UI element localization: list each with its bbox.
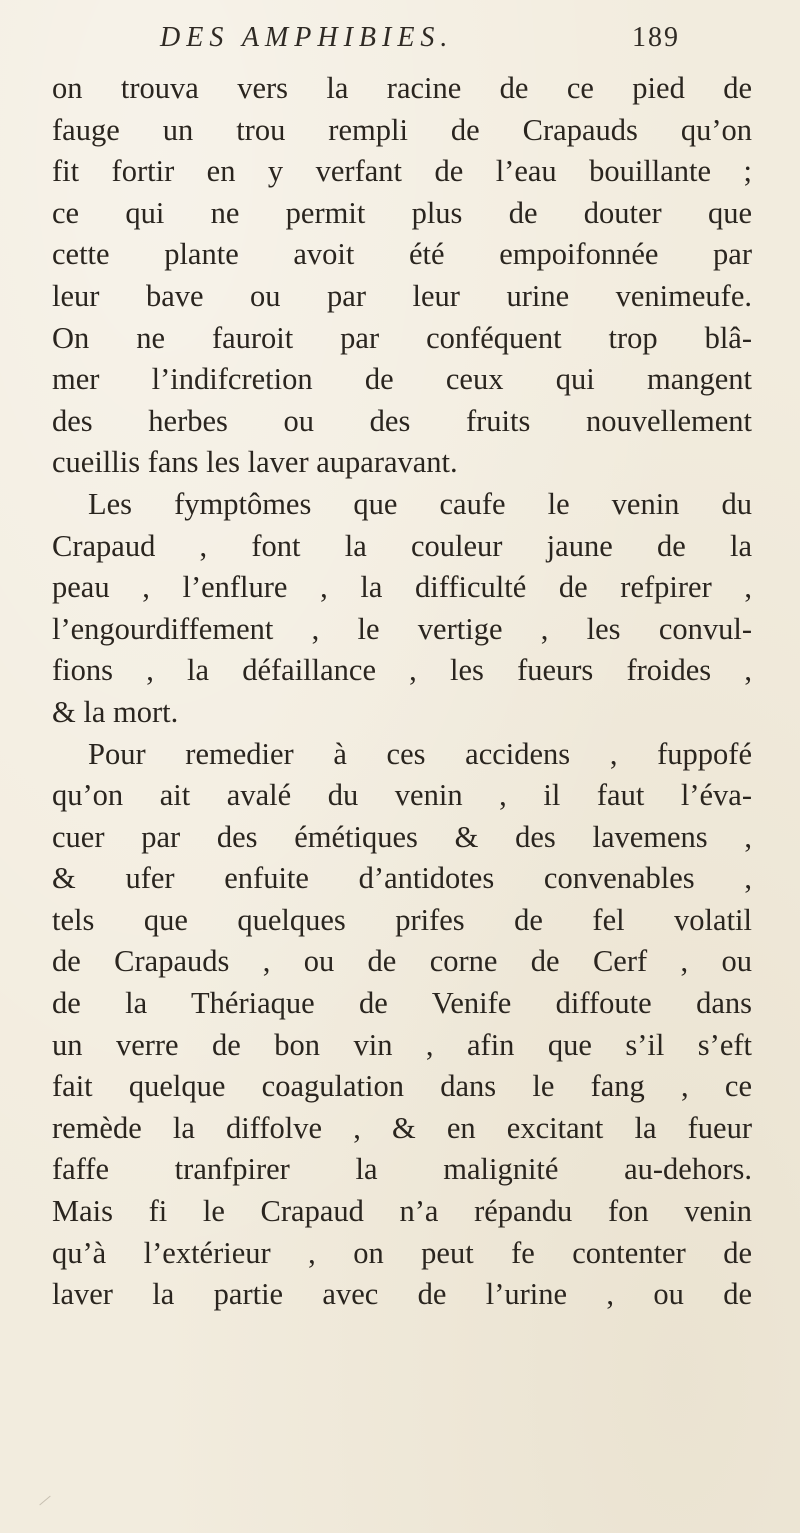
text-line: leur bave ou par leur urine venimeufe. bbox=[52, 278, 752, 313]
text-line: On ne fauroit par conféquent trop blâ- bbox=[52, 320, 752, 355]
text-line: laver la partie avec de l’urine , ou de bbox=[52, 1277, 752, 1312]
text-line: Les fymptômes que caufe le venin du bbox=[88, 486, 752, 521]
text-line: remède la diffolve , & en excitant la fueur bbox=[52, 1110, 752, 1145]
body-text bbox=[52, 68, 752, 1316]
text-line: l’engourdiffement , le vertige , les convul- bbox=[52, 611, 752, 646]
text-line: des herbes ou des fruits nouvellement bbox=[52, 403, 752, 438]
text-line: cette plante avoit été empoifonnée par bbox=[52, 237, 752, 272]
text-line: fait quelque coagulation dans le fang , ce bbox=[52, 1069, 752, 1104]
text-line: fit fortir en y verfant de l’eau bouillante ; bbox=[52, 154, 752, 189]
text-line: tels que quelques prifes de fel volatil bbox=[52, 902, 752, 937]
text-line: ce qui ne permit plus de douter que bbox=[52, 195, 752, 230]
text-line: cuer par des émétiques & des lavemens , bbox=[52, 819, 752, 854]
text-line: de Crapauds , ou de corne de Cerf , ou bbox=[52, 944, 752, 979]
text-line: qu’à l’extérieur , on peut fe contenter de bbox=[52, 1235, 752, 1270]
text-line: Crapaud , font la couleur jaune de la bbox=[52, 528, 752, 563]
paper-mark bbox=[39, 1496, 50, 1506]
text-line: peau , l’enflure , la difficulté de refpirer , bbox=[52, 570, 752, 605]
text-line: mer l’indifcretion de ceux qui mangent bbox=[52, 362, 752, 397]
page-number: 189 bbox=[632, 22, 680, 53]
text-line: cueillis fans les laver auparavant. bbox=[52, 445, 458, 480]
text-line: fauge un trou rempli de Crapauds qu’on bbox=[52, 112, 752, 147]
page-header bbox=[160, 22, 680, 62]
text-line: fions , la défaillance , les fueurs froides , bbox=[52, 653, 752, 688]
text-line: Pour remedier à ces accidens , fuppofé bbox=[88, 736, 752, 771]
text-line: on trouva vers la racine de ce pied de bbox=[52, 71, 752, 105]
text-line: & ufer enfuite d’antidotes convenables , bbox=[52, 861, 752, 896]
text-line: Mais fi le Crapaud n’a répandu fon venin bbox=[52, 1194, 752, 1229]
text-line: un verre de bon vin , afin que s’il s’eft bbox=[52, 1027, 752, 1062]
text-line: qu’on ait avalé du venin , il faut l’éva- bbox=[52, 778, 752, 813]
running-title: DES AMPHIBIES. bbox=[160, 22, 454, 53]
text-line: faffe tranfpirer la malignité au-dehors. bbox=[52, 1152, 752, 1187]
text-line: & la mort. bbox=[52, 694, 179, 729]
text-line: de la Thériaque de Venife diffoute dans bbox=[52, 986, 752, 1021]
